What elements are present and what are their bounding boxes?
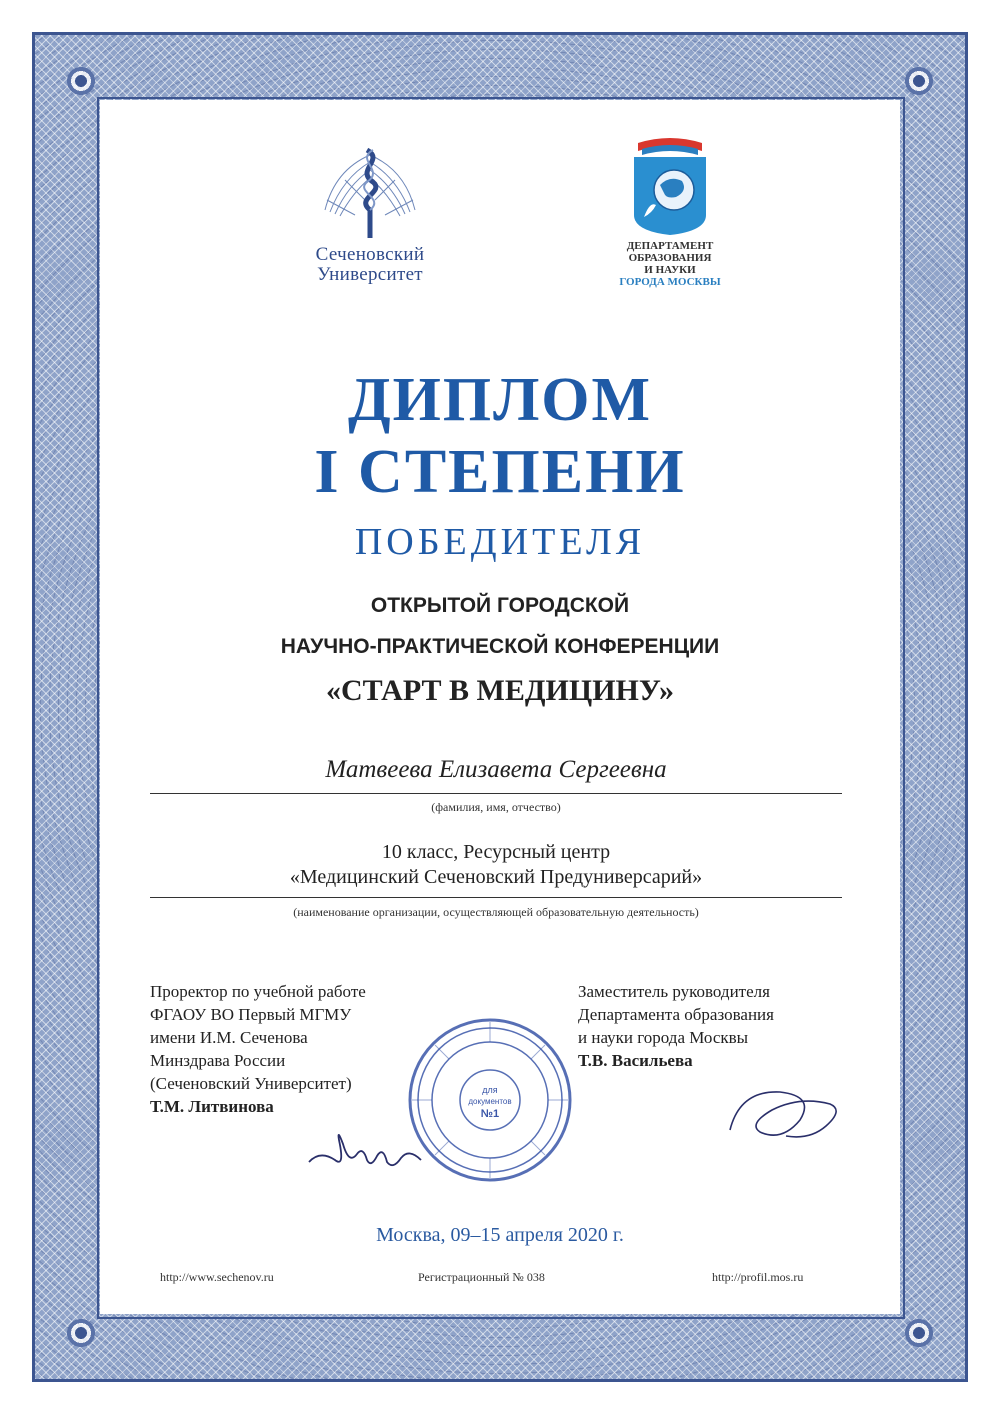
- place-and-date: Москва, 09–15 апреля 2020 г.: [376, 1224, 624, 1246]
- name-underline: [150, 793, 842, 794]
- department-logo-line1: ДЕПАРТАМЕНТ: [626, 240, 714, 252]
- left-signatory-name: Т.М. Литвинова: [150, 1097, 274, 1116]
- left-signature: [305, 1110, 425, 1180]
- right-signatory-line3: и науки города Москвы: [578, 1028, 749, 1047]
- diploma-title: ДИПЛОМ: [347, 366, 653, 434]
- footer-right-url: http://profil.mos.ru: [712, 1270, 804, 1284]
- official-stamp: [405, 1015, 575, 1185]
- globe-book-crest-icon: [630, 135, 710, 235]
- diploma-degree: I СТЕПЕНИ: [314, 438, 686, 506]
- right-signatory-line2: Департамента образования: [578, 1005, 774, 1024]
- sechenov-logo: [305, 140, 435, 285]
- tree-dna-icon: [315, 140, 425, 240]
- right-signatory-line1: Заместитель руководителя: [578, 982, 770, 1001]
- department-logo-line3: И НАУКИ: [644, 264, 696, 276]
- recipient-org-line2: «Медицинский Сеченовский Предуниверсарий»: [289, 866, 703, 888]
- right-signature: [720, 1070, 850, 1160]
- recipient-name: Матвеева Елизавета Сергеевна: [325, 756, 667, 783]
- footer-left-url: http://www.sechenov.ru: [160, 1270, 274, 1284]
- footer-registration: Регистрационный № 038: [418, 1270, 545, 1284]
- left-signatory-line2: ФГАОУ ВО Первый МГМУ: [150, 1005, 352, 1024]
- department-logo-line2: ОБРАЗОВАНИЯ: [628, 252, 712, 264]
- sechenov-logo-line2: Университет: [317, 264, 423, 285]
- right-signatory: [578, 980, 878, 1072]
- left-signatory-line5: (Сеченовский Университет): [150, 1074, 352, 1093]
- department-logo-line4: ГОРОДА МОСКВЫ: [619, 276, 721, 288]
- name-caption: (фамилия, имя, отчество): [431, 800, 561, 814]
- conference-line2: НАУЧНО-ПРАКТИЧЕСКОЙ КОНФЕРЕНЦИИ: [280, 635, 720, 658]
- left-signatory-line1: Проректор по учебной работе: [150, 982, 366, 1001]
- right-signatory-name: Т.В. Васильева: [578, 1051, 693, 1070]
- stamp-center-line2: документов: [468, 1097, 512, 1106]
- stamp-center-line1: для: [482, 1085, 498, 1095]
- conference-line1: ОТКРЫТОЙ ГОРОДСКОЙ: [370, 594, 630, 617]
- left-signatory-line3: имени И.М. Сеченова: [150, 1028, 308, 1047]
- diploma-content: [100, 100, 900, 1314]
- recipient-org-line1: 10 класс, Ресурсный центр: [381, 841, 611, 863]
- stamp-center-line3: №1: [480, 1108, 500, 1120]
- sechenov-logo-line1: Сеченовский: [315, 244, 425, 265]
- org-underline: [150, 897, 842, 898]
- org-caption: (наименование организации, осуществляющей образовательную деятельность): [293, 905, 699, 919]
- left-signatory-line4: Минздрава России: [150, 1051, 286, 1070]
- conference-name: «СТАРТ В МЕДИЦИНУ»: [326, 674, 674, 707]
- diploma-subtitle: ПОБЕДИТЕЛЯ: [354, 521, 646, 563]
- department-logo: [600, 135, 740, 288]
